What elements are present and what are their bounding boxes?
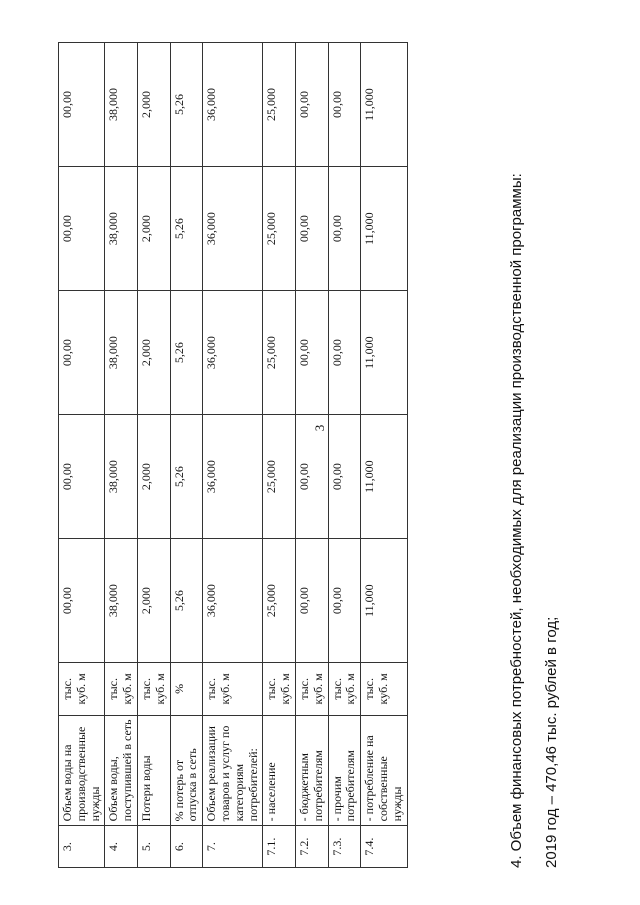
row-value: 00,00 — [328, 415, 361, 539]
table-row — [263, 43, 296, 868]
row-number: 7.4. — [361, 826, 407, 868]
table-row — [295, 43, 328, 868]
row-value: 00,00 — [295, 291, 328, 415]
row-value: 2,000 — [137, 539, 170, 663]
row-value: 38,000 — [105, 291, 138, 415]
rotated-content — [58, 40, 578, 880]
section-line-2019: 2019 год – 470,46 тыс. рублей в год; — [543, 616, 560, 868]
row-value: 00,00 — [328, 167, 361, 291]
row-value: 25,000 — [263, 167, 296, 291]
row-value: 38,000 — [105, 539, 138, 663]
section-heading: 4. Объем финансовых потребностей, необходимых для реализации производственной программы: — [508, 173, 525, 868]
row-value: 00,00 — [295, 43, 328, 167]
table-row — [59, 43, 105, 868]
row-value: 00,00 — [328, 539, 361, 663]
row-value: 36,000 — [203, 43, 263, 167]
row-unit: тыс. куб. м — [263, 663, 296, 715]
row-value: 25,000 — [263, 415, 296, 539]
row-value: 5,26 — [170, 415, 203, 539]
row-value: 38,000 — [105, 415, 138, 539]
water-balance-table — [58, 42, 408, 868]
row-value: 2,000 — [137, 43, 170, 167]
row-value: 5,26 — [170, 291, 203, 415]
row-unit: % — [170, 663, 203, 715]
row-name: Объем реализации товаров и услуг по категориям потребителей: — [203, 715, 263, 826]
row-value: 25,000 — [263, 291, 296, 415]
row-value: 11,000 — [361, 415, 407, 539]
row-unit: тыс. куб. м — [295, 663, 328, 715]
row-name: Потери воды — [137, 715, 170, 826]
row-value: 00,00 — [328, 43, 361, 167]
row-unit: тыс. куб. м — [105, 663, 138, 715]
row-value: 00,00 — [295, 539, 328, 663]
row-value: 5,26 — [170, 167, 203, 291]
row-number: 7.1. — [263, 826, 296, 868]
row-unit: тыс. куб. м — [361, 663, 407, 715]
row-name: - бюджетным потребителям — [295, 715, 328, 826]
row-name: - население — [263, 715, 296, 826]
row-value: 2,000 — [137, 415, 170, 539]
row-value: 00,00 — [328, 291, 361, 415]
row-value: 38,000 — [105, 167, 138, 291]
row-number: 7.2. — [295, 826, 328, 868]
row-unit: тыс. куб. м — [328, 663, 361, 715]
table-row — [137, 43, 170, 868]
row-number: 7.3. — [328, 826, 361, 868]
row-value: 00,00 — [59, 291, 105, 415]
row-number: 7. — [203, 826, 263, 868]
row-name: Объем воды, поступившей в сеть — [105, 715, 138, 826]
table-row — [328, 43, 361, 868]
table-row — [105, 43, 138, 868]
row-value: 25,000 — [263, 43, 296, 167]
row-number: 4. — [105, 826, 138, 868]
row-number: 3. — [59, 826, 105, 868]
row-name: - прочим потребителям — [328, 715, 361, 826]
row-value: 36,000 — [203, 291, 263, 415]
row-value: 00,00 — [59, 43, 105, 167]
page-number: 3 — [312, 424, 327, 432]
row-number: 6. — [170, 826, 203, 868]
row-value: 36,000 — [203, 415, 263, 539]
row-value: 2,000 — [137, 291, 170, 415]
row-name: Объем воды на производственные нужды — [59, 715, 105, 826]
row-value: 00,00 — [295, 415, 328, 539]
row-value: 11,000 — [361, 539, 407, 663]
row-unit: тыс. куб. м — [59, 663, 105, 715]
row-value: 5,26 — [170, 43, 203, 167]
row-unit: тыс. куб. м — [203, 663, 263, 715]
row-value: 2,000 — [137, 167, 170, 291]
row-value: 5,26 — [170, 539, 203, 663]
row-value: 00,00 — [59, 539, 105, 663]
row-number: 5. — [137, 826, 170, 868]
row-value: 36,000 — [203, 539, 263, 663]
row-name: - потребление на собственные нужды — [361, 715, 407, 826]
row-value: 11,000 — [361, 291, 407, 415]
finance-section — [508, 48, 578, 868]
row-value: 11,000 — [361, 43, 407, 167]
row-value: 00,00 — [295, 167, 328, 291]
row-value: 00,00 — [59, 167, 105, 291]
row-value: 25,000 — [263, 539, 296, 663]
table-row — [170, 43, 203, 868]
table-row — [361, 43, 407, 868]
row-value: 00,00 — [59, 415, 105, 539]
table-row — [203, 43, 263, 868]
row-value: 11,000 — [361, 167, 407, 291]
row-value: 36,000 — [203, 167, 263, 291]
row-unit: тыс. куб. м — [137, 663, 170, 715]
row-name: % потерь от отпуска в сеть — [170, 715, 203, 826]
row-value: 38,000 — [105, 43, 138, 167]
